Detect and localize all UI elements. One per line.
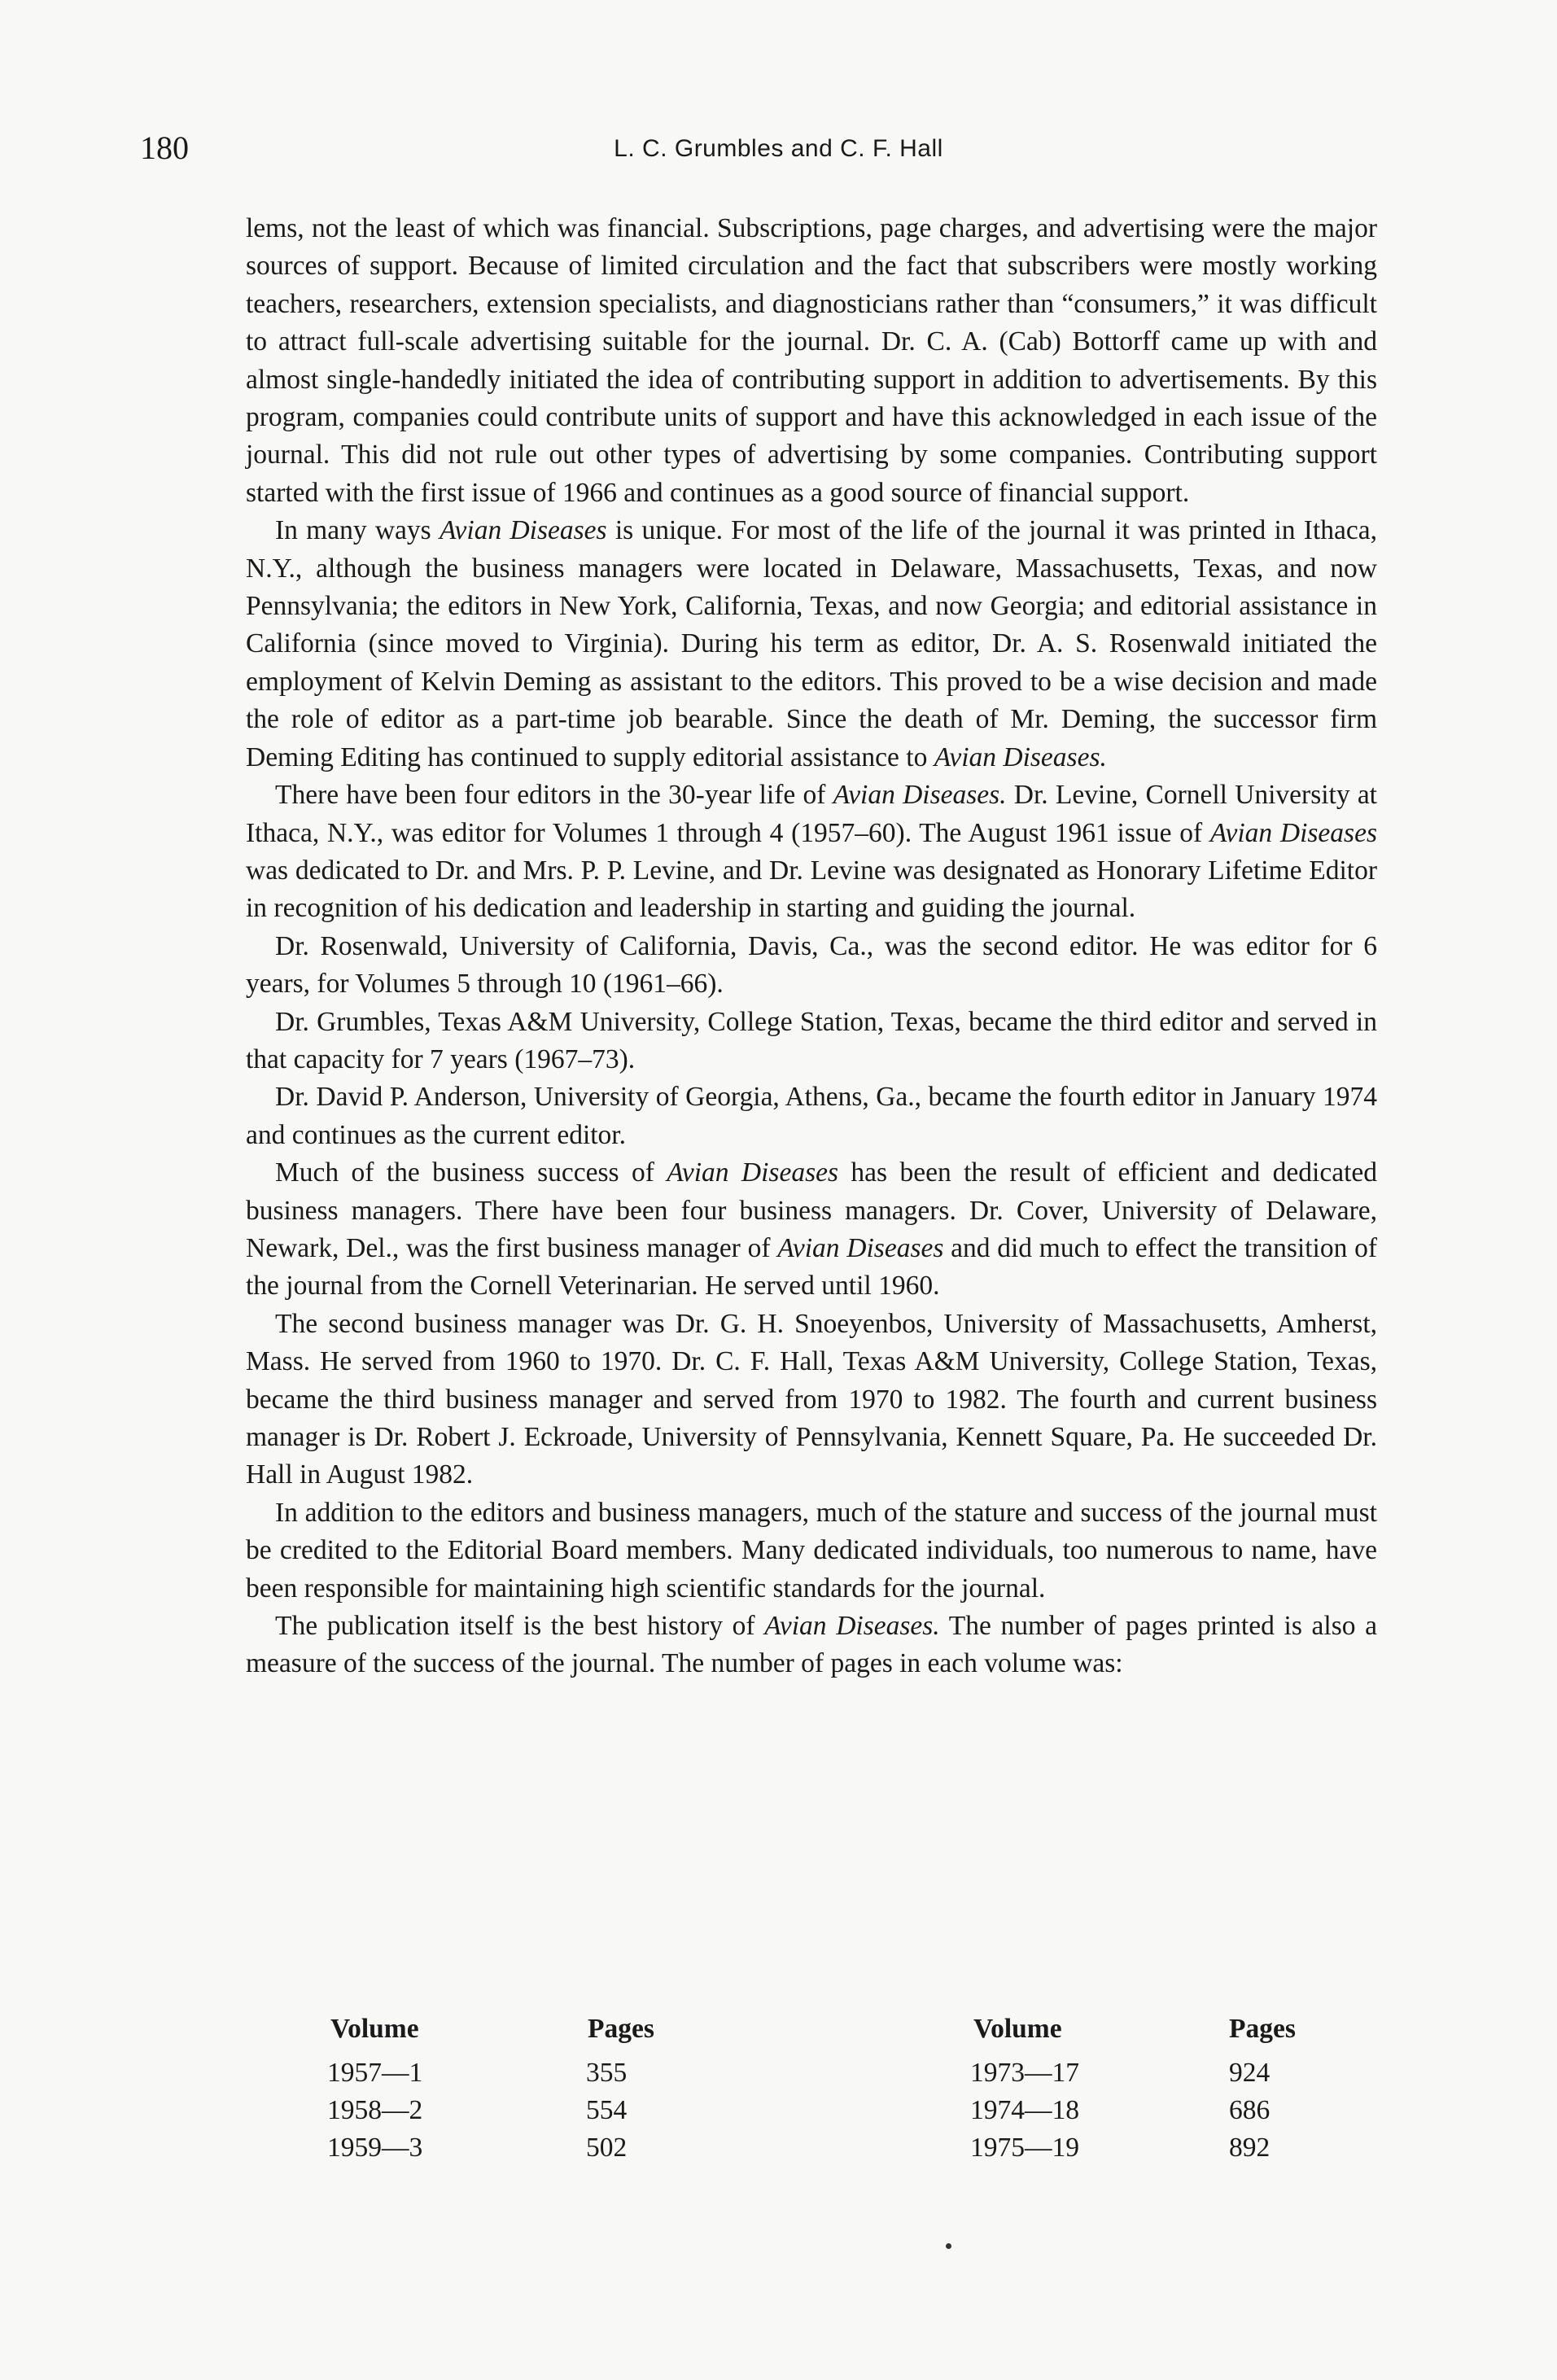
table-cell-volume: 1958—2 (327, 2095, 423, 2125)
column-header-pages: Pages (1229, 2014, 1296, 2044)
paragraph-anderson: Dr. David P. Anderson, University of Georgia, Athens, Ga., became the fourth editor in January 1974 and continues as the current editor. (246, 1082, 1377, 1150)
table-header-row (246, 2010, 1377, 2054)
table-cell-pages: 892 (1229, 2133, 1271, 2163)
volume-pages-table (246, 2010, 1377, 2167)
text-run: and did much to effect the transition of the journal from the Cornell Veterinarian. He served until 1960. (246, 1232, 1378, 1302)
journal-title: Avian Diseases (777, 1232, 944, 1263)
column-header-volume: Volume (330, 2014, 419, 2044)
text-run: There have been four editors in the 30-year life of (275, 780, 833, 811)
print-speck (946, 2243, 951, 2249)
text-run: In many ways (275, 515, 440, 546)
table-cell-volume: 1974—18 (970, 2095, 1079, 2125)
paragraph-publication (246, 1608, 1377, 1683)
table-cell-volume: 1959—3 (327, 2133, 423, 2163)
text-run: The number of pages printed is also a measure of the success of the journal. The number of pages in each volume was: (246, 1611, 1378, 1679)
column-header-pages: Pages (588, 2014, 654, 2044)
paragraph-editorial-board: In addition to the editors and business managers, much of the stature and success of the journal must be credited to the Editorial Board members. Many dedicated individuals, too numerous to name, have been responsible for maintaining high scientific standards for the journal. (246, 1497, 1377, 1603)
article-body (246, 210, 1377, 1683)
column-header-volume: Volume (973, 2014, 1062, 2044)
journal-title: Avian Diseases. (833, 780, 1007, 811)
paragraph-editors (246, 777, 1377, 928)
paragraph-grumbles: Dr. Grumbles, Texas A&M University, College Station, Texas, became the third editor and served in that capacity for 7 years (1967–73). (246, 1006, 1377, 1074)
page-number: 180 (140, 129, 189, 166)
journal-title: Avian Diseases. (764, 1611, 940, 1642)
text-run: Dr. Levine, Cornell University at Ithaca, N.Y., was editor for Volumes 1 through 4 (1957–60). The August 1961 issue of (246, 780, 1377, 848)
journal-title: Avian Diseases (667, 1157, 839, 1188)
table-cell-pages: 355 (586, 2058, 628, 2088)
journal-title: Avian Diseases (1209, 817, 1377, 848)
table-cell-pages: 686 (1229, 2095, 1271, 2125)
journal-title: Avian Diseases (439, 515, 607, 546)
paragraph-uniqueness (246, 512, 1377, 777)
table-row (246, 2129, 1377, 2167)
text-run: The publication itself is the best history of (275, 1611, 765, 1642)
paragraph-funding: lems, not the least of which was financial. Subscriptions, page charges, and advertising were the major sources of support. Because of limited circulation and the fact that subscribers were mostly working teachers, researchers, extension specialists, and diagnosticians rather than “consumers,” it was difficult to attract full-scale advertising suitable for the journal. Dr. C. A. (Cab) Bottorff came up with and almost single-handedly initiated the idea of contributing support in addition to advertisements. By this program, companies could contribute units of support and have this acknowledged in each issue of the journal. This did not rule out other types of advertising by some companies. Contributing support started with the first issue of 1966 and continues as a good source of financial support. (246, 213, 1377, 508)
table-cell-volume: 1957—1 (327, 2058, 423, 2088)
text-run: is unique. For most of the life of the journal it was printed in Ithaca, N.Y., although the business managers were located in Delaware, Massachusetts, Texas, and now Pennsylvania; the editors in New York, California, Texas, and now Georgia; and editorial assistance in California (since moved to Virginia). During his term as editor, Dr. A. S. Rosenwald initiated the employment of Kelvin Deming as assistant to the editors. This proved to be a wise decision and made the role of editor as a part-time job bearable. Since the death of Mr. Deming, the successor firm Deming Editing has continued to supply editorial assistance to (246, 515, 1378, 772)
table-cell-pages: 502 (586, 2133, 628, 2163)
table-row (246, 2092, 1377, 2129)
running-head: L. C. Grumbles and C. F. Hall (614, 135, 943, 162)
table-row (246, 2054, 1377, 2092)
journal-title: Avian Diseases. (934, 742, 1107, 772)
paragraph-rosenwald: Dr. Rosenwald, University of California, Davis, Ca., was the second editor. He was editor for 6 years, for Volumes 5 through 10 (1961–66). (246, 930, 1377, 1000)
text-run: was dedicated to Dr. and Mrs. P. P. Levine, and Dr. Levine was designated as Honorary Lifetime Editor in recognition of his dedication and leadership in starting and guiding the journal. (246, 855, 1377, 924)
table-cell-pages: 924 (1229, 2058, 1271, 2088)
paragraph-business-managers (246, 1154, 1377, 1306)
table-cell-pages: 554 (586, 2095, 628, 2125)
table-cell-volume: 1975—19 (970, 2133, 1079, 2163)
table-cell-volume: 1973—17 (970, 2058, 1079, 2088)
paragraph-snoeyenbos: The second business manager was Dr. G. H. Snoeyenbos, University of Massachusetts, Amherst, Mass. He served from 1960 to 1970. Dr. C. F. Hall, Texas A&M University, College Station, Texas, became the third business manager and served from 1970 to 1982. The fourth and current business manager is Dr. Robert J. Eckroade, University of Pennsylvania, Kennett Square, Pa. He succeeded Dr. Hall in August 1982. (246, 1308, 1377, 1490)
text-run: has been the result of efficient and dedicated business managers. There have been four business managers. Dr. Cover, University of Delaware, Newark, Del., was the first business manager of (246, 1157, 1377, 1263)
text-run: Much of the business success of (275, 1157, 667, 1188)
